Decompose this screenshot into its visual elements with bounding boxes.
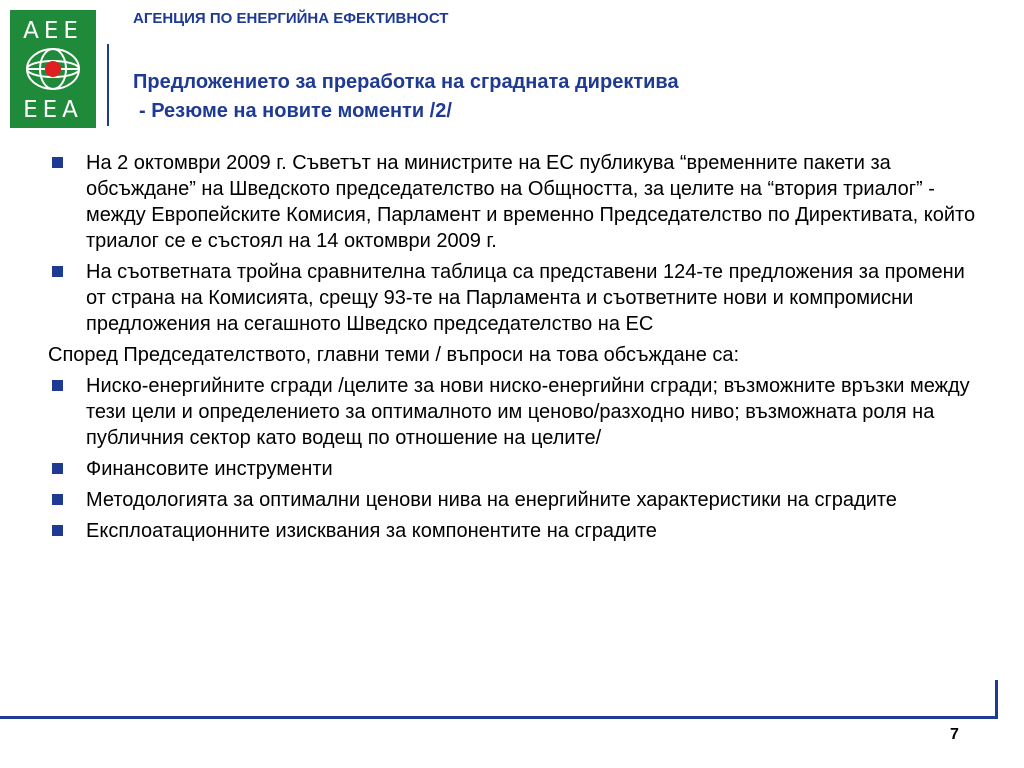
- list-item: [48, 456, 988, 482]
- square-bullet-icon: [52, 266, 63, 277]
- list-item-text: Финансовите инструменти: [86, 458, 333, 480]
- list-item-text: Експлоатационните изисквания за компонентите на сградите: [86, 520, 657, 542]
- list-item-text: На съответната тройна сравнителна таблица са представени 124-те предложения за промени от страна на Комисията, срещу 93-те на Парламента и съответните нови и компромисни предложения на сегашното Шведско председателство на ЕС: [86, 261, 965, 335]
- list-item: [48, 150, 988, 254]
- list-item-text: Методологията за оптимални ценови нива на енергийните характеристики на сградите: [86, 489, 897, 511]
- title-line-2: - Резюме на новите моменти /2/: [139, 100, 452, 122]
- title-line-1: Предложението за преработка на сградната директива: [133, 71, 679, 93]
- list-item: [48, 518, 988, 544]
- slide-content: [48, 150, 988, 549]
- footer-divider: [0, 716, 998, 719]
- list-item: [48, 487, 988, 513]
- page-title: [133, 68, 679, 126]
- square-bullet-icon: [52, 380, 63, 391]
- section-intro: Според Председателството, главни теми / въпроси на това обсъждане са:: [48, 344, 740, 366]
- list-item: [48, 373, 988, 451]
- square-bullet-icon: [52, 494, 63, 505]
- footer-corner-line: [995, 680, 998, 719]
- square-bullet-icon: [52, 463, 63, 474]
- atom-globe-icon: [23, 46, 83, 92]
- organization-name: АГЕНЦИЯ ПО ЕНЕРГИЙНА ЕФЕКТИВНОСТ: [133, 10, 449, 27]
- page-number: 7: [950, 726, 959, 743]
- agency-logo: [10, 10, 96, 128]
- logo-top-text: AEE: [23, 18, 83, 44]
- square-bullet-icon: [52, 525, 63, 536]
- list-item-text: Ниско-енергийните сгради /целите за нови ниско-енергийни сгради; възможните връзки между тези цели и определението за оптималното им ценово/разходно ниво; възможната роля на публичния сектор като водещ по отношение на целите/: [86, 375, 970, 449]
- list-item-text: На 2 октомври 2009 г. Съветът на министрите на ЕС публикува “временните пакети за обсъждане” на Шведското председателство на Общността, за целите на “втория триалог” - между Европейските Комисия, Парламент и временно Председателство по Директивата, който триалог се е състоял на 14 октомври 2009 г.: [86, 152, 976, 252]
- header-divider: [107, 44, 109, 126]
- square-bullet-icon: [52, 157, 63, 168]
- logo-bottom-text: EEA: [23, 97, 83, 123]
- list-item: [48, 259, 988, 337]
